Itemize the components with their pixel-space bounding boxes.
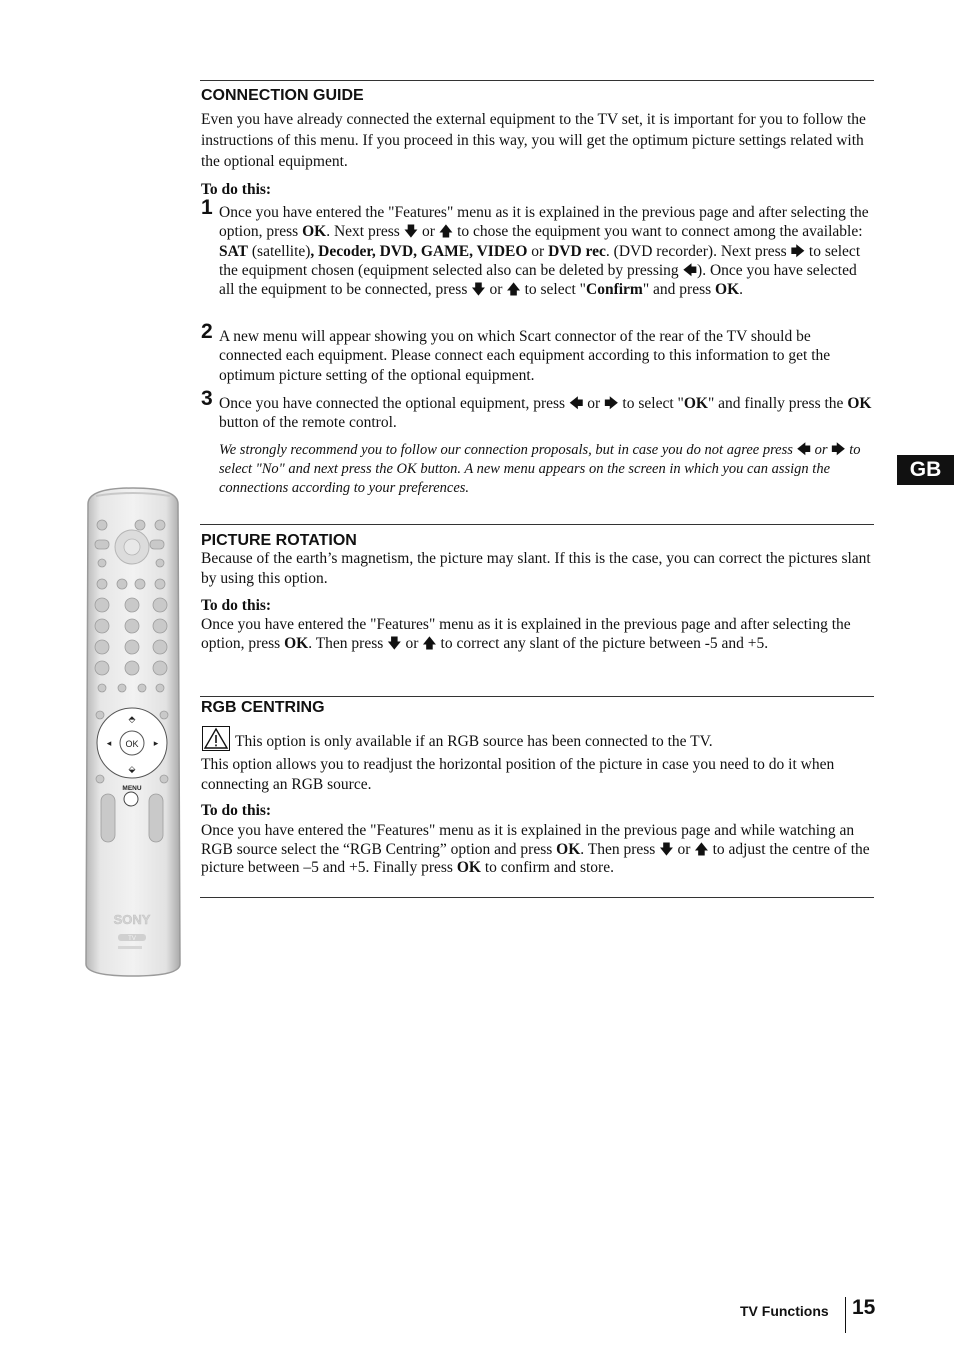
rgb-centring-warning: This option is only available if an RGB source has been connected to the TV. — [235, 733, 713, 750]
down-arrow-icon: 🡇 — [471, 283, 486, 299]
down-arrow-icon: 🡇 — [387, 636, 402, 652]
up-arrow-icon: 🡅 — [506, 283, 521, 299]
svg-text:⬙: ⬙ — [128, 765, 136, 775]
connection-guide-todo: To do this: — [201, 181, 272, 198]
svg-text:▸: ▸ — [153, 739, 159, 749]
connection-step-1 — [201, 196, 873, 299]
svg-text:◂: ◂ — [106, 739, 112, 749]
connection-guide-note: We strongly recommend you to follow our connection proposals, but in case you do not agree press 🡄 or 🡆 to select "No" and next press the OK button. A new menu appears on the screen in which you can assign the connections according to your preferences. — [219, 442, 861, 496]
picture-rotation-steps: Once you have entered the "Features" menu as it is explained in the previous page and after selecting the option, press OK. Then press 🡇 or 🡅 to correct any slant of the picture between -5 and +5. — [201, 616, 851, 652]
step-text: Once you have entered the "Features" menu as it is explained in the previous page and after selecting the option, press OK. Next press 🡇 or 🡅 to chose the equipment you want to connect among the available: SAT (satellite), Decoder, DVD, GAME, VIDEO or DVD rec. (DVD recorder). Next press 🡆 to select the equipment chosen (equipment selected also can be deleted by pressing 🡄). Once you have selected all the equipment to be connected, press 🡇 or 🡅 to select "Confirm" and press OK. — [219, 204, 869, 299]
left-arrow-icon: 🡄 — [682, 263, 698, 279]
step-number: 2 — [201, 320, 213, 343]
warning-icon — [202, 726, 230, 751]
rgb-centring-steps: Once you have entered the "Features" menu as it is explained in the previous page and while watching an RGB source select the “RGB Centring” option and press OK. Then press 🡇 or 🡅 to adjust the centre of the picture between –5 and +5. Finally press OK to confirm and store. — [201, 822, 870, 876]
remote-tv-label: TV — [128, 936, 136, 942]
rgb-centring-heading: RGB CENTRING — [201, 699, 325, 716]
remote-brand-logo: SONY — [113, 912, 151, 927]
section-divider — [200, 524, 874, 525]
connection-step-2 — [201, 320, 873, 385]
page-number: 15 — [852, 1296, 876, 1319]
footer-divider — [845, 1297, 846, 1333]
rgb-centring-todo: To do this: — [201, 802, 272, 819]
step-number: 3 — [201, 387, 213, 410]
section-divider — [200, 897, 874, 898]
left-arrow-icon: 🡄 — [568, 397, 584, 412]
remote-menu-label: MENU — [122, 785, 142, 792]
connection-step-3 — [201, 387, 873, 433]
footer-section-label: TV Functions — [740, 1303, 829, 1319]
svg-text:⬘: ⬘ — [128, 715, 136, 725]
picture-rotation-heading: PICTURE ROTATION — [201, 532, 357, 549]
picture-rotation-todo: To do this: — [201, 597, 272, 614]
down-arrow-icon: 🡇 — [659, 842, 674, 858]
picture-rotation-intro: Because of the earth’s magnetism, the picture may slant. If this is the case, you can correct the pictures slant by using this option. — [201, 550, 871, 587]
down-arrow-icon: 🡇 — [403, 225, 419, 241]
right-arrow-icon: 🡆 — [831, 443, 846, 458]
connection-guide-heading: CONNECTION GUIDE — [201, 87, 364, 104]
step-number: 1 — [201, 196, 213, 219]
section-divider — [200, 80, 874, 81]
section-divider — [200, 696, 874, 697]
remote-control-illustration — [82, 484, 184, 980]
connection-guide-intro: Even you have already connected the external equipment to the TV set, it is important for you to follow the instructions of this menu. If you proceed in this way, you will get the optimum picture settings related with the optional equipment. — [201, 111, 866, 170]
remote-ok-label: OK — [125, 739, 139, 749]
left-arrow-icon: 🡄 — [796, 443, 811, 458]
up-arrow-icon: 🡅 — [694, 842, 709, 858]
step-text: A new menu will appear showing you on which Scart connector of the rear of the TV should be connected each equipment. Please connect each equipment according to this information to get the optimum picture setting of the optional equipment. — [219, 328, 831, 384]
language-tab: GB — [897, 455, 954, 485]
right-arrow-icon: 🡆 — [790, 244, 806, 260]
step-text: Once you have connected the optional equipment, press 🡄 or 🡆 to select "OK" and finally press the OK button of the remote control. — [219, 395, 872, 432]
up-arrow-icon: 🡅 — [422, 636, 437, 652]
up-arrow-icon: 🡅 — [438, 225, 454, 241]
right-arrow-icon: 🡆 — [604, 397, 619, 412]
rgb-centring-intro: This option allows you to readjust the horizontal position of the picture in case you need to do it when connecting an RGB source. — [201, 756, 835, 793]
